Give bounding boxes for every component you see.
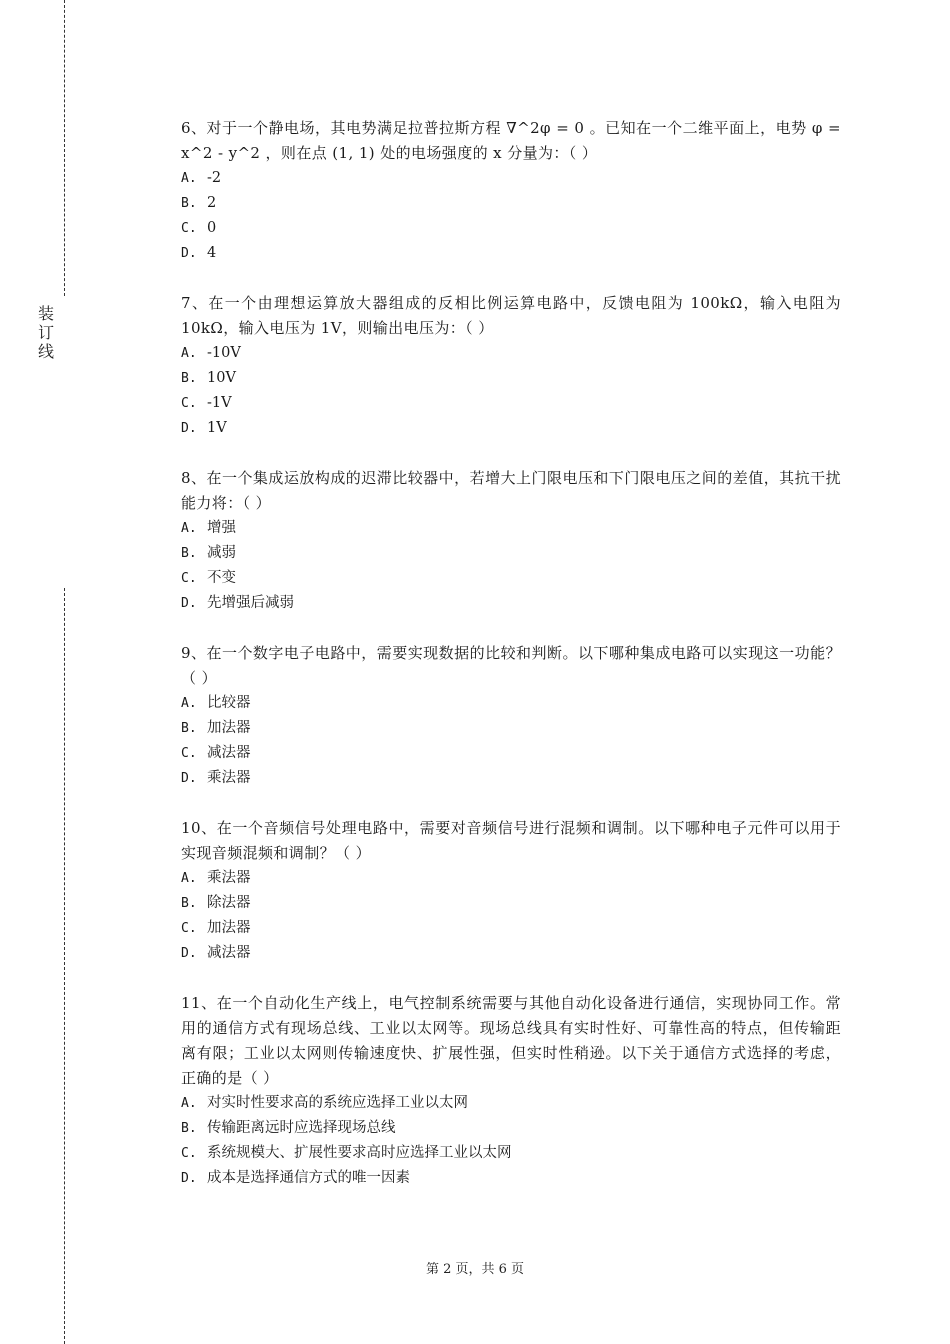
option-text: 传输距离远时应选择现场总线	[207, 1120, 396, 1136]
question-list	[181, 116, 841, 1191]
option-letter: B.	[181, 896, 197, 911]
option-c[interactable]	[181, 1141, 841, 1166]
question-stem: 8、在一个集成运放构成的迟滞比较器中，若增大上门限电压和下门限电压之间的差值，其抗干扰能力将：（ ）	[181, 469, 841, 512]
option-c[interactable]	[181, 391, 841, 416]
binding-label-char: 装	[37, 304, 54, 323]
option-c[interactable]	[181, 216, 841, 241]
binding-label	[36, 304, 56, 361]
question-10	[181, 816, 841, 966]
option-a[interactable]	[181, 691, 841, 716]
question-stem: 11、在一个自动化生产线上，电气控制系统需要与其他自动化设备进行通信，实现协同工作。常用的通信方式有现场总线、工业以太网等。现场总线具有实时性好、可靠性高的特点，但传输距离有限；工业以太网则传输速度快、扩展性强，但实时性稍逊。以下关于通信方式选择的考虑，正确的是（ ）	[181, 994, 841, 1087]
option-letter: D.	[181, 1171, 197, 1186]
question-11	[181, 991, 841, 1191]
option-text: 对实时性要求高的系统应选择工业以太网	[207, 1095, 468, 1111]
option-b[interactable]	[181, 541, 841, 566]
option-letter: B.	[181, 1121, 197, 1136]
option-d[interactable]	[181, 1166, 841, 1191]
option-letter: A.	[181, 696, 197, 711]
option-letter: A.	[181, 346, 197, 361]
option-letter: C.	[181, 571, 197, 586]
option-a[interactable]	[181, 166, 841, 191]
option-letter: C.	[181, 221, 197, 236]
option-text: -1V	[207, 395, 232, 411]
option-text: 减法器	[207, 945, 251, 961]
option-d[interactable]	[181, 241, 841, 266]
option-letter: D.	[181, 246, 197, 261]
option-a[interactable]	[181, 866, 841, 891]
binding-label-char: 线	[37, 342, 54, 361]
option-text: 乘法器	[207, 770, 251, 786]
option-letter: B.	[181, 546, 197, 561]
option-letter: D.	[181, 771, 197, 786]
option-letter: A.	[181, 1096, 197, 1111]
option-b[interactable]	[181, 366, 841, 391]
question-stem: 7、在一个由理想运算放大器组成的反相比例运算电路中，反馈电阻为 100kΩ，输入电阻为 10kΩ，输入电压为 1V，则输出电压为：（ ）	[181, 294, 841, 337]
option-c[interactable]	[181, 741, 841, 766]
question-stem: 9、在一个数字电子电路中，需要实现数据的比较和判断。以下哪种集成电路可以实现这一功能？（ ）	[181, 644, 841, 687]
option-letter: D.	[181, 946, 197, 961]
option-letter: C.	[181, 396, 197, 411]
option-text: -2	[207, 170, 222, 186]
option-text: 加法器	[207, 720, 251, 736]
option-b[interactable]	[181, 191, 841, 216]
option-text: 成本是选择通信方式的唯一因素	[207, 1170, 410, 1186]
option-letter: A.	[181, 871, 197, 886]
option-text: 加法器	[207, 920, 251, 936]
option-letter: B.	[181, 721, 197, 736]
option-d[interactable]	[181, 416, 841, 441]
option-a[interactable]	[181, 516, 841, 541]
binding-line-top	[64, 0, 65, 296]
option-letter: A.	[181, 171, 197, 186]
question-9	[181, 641, 841, 791]
option-text: 2	[207, 195, 217, 211]
option-text: 先增强后减弱	[207, 595, 294, 611]
option-letter: C.	[181, 746, 197, 761]
option-a[interactable]	[181, 1091, 841, 1116]
option-d[interactable]	[181, 941, 841, 966]
option-text: 系统规模大、扩展性要求高时应选择工业以太网	[207, 1145, 512, 1161]
option-text: -10V	[207, 345, 241, 361]
option-text: 比较器	[207, 695, 251, 711]
option-letter: C.	[181, 921, 197, 936]
option-b[interactable]	[181, 891, 841, 916]
option-letter: B.	[181, 371, 197, 386]
option-text: 4	[207, 245, 217, 261]
option-letter: D.	[181, 421, 197, 436]
option-letter: A.	[181, 521, 197, 536]
page-number: 第 2 页，共 6 页	[425, 1262, 525, 1277]
option-text: 除法器	[207, 895, 251, 911]
option-text: 不变	[207, 570, 236, 586]
binding-line-bottom	[64, 588, 65, 1344]
question-7	[181, 291, 841, 441]
option-d[interactable]	[181, 591, 841, 616]
binding-label-char: 订	[37, 323, 54, 342]
option-letter: B.	[181, 196, 197, 211]
option-text: 乘法器	[207, 870, 251, 886]
option-text: 0	[207, 220, 217, 236]
option-b[interactable]	[181, 1116, 841, 1141]
option-letter: D.	[181, 596, 197, 611]
option-text: 减弱	[207, 545, 236, 561]
question-stem: 6、对于一个静电场，其电势满足拉普拉斯方程 ∇^2φ = 0 。已知在一个二维平面上，电势 φ = x^2 - y^2 ，则在点 (1, 1) 处的电场强度的 x 分量为：（ ）	[181, 119, 841, 162]
option-c[interactable]	[181, 916, 841, 941]
question-8	[181, 466, 841, 616]
question-6	[181, 116, 841, 266]
option-b[interactable]	[181, 716, 841, 741]
option-text: 1V	[207, 420, 227, 436]
option-c[interactable]	[181, 566, 841, 591]
question-stem: 10、在一个音频信号处理电路中，需要对音频信号进行混频和调制。以下哪种电子元件可以用于实现音频混频和调制？（ ）	[181, 819, 841, 862]
option-a[interactable]	[181, 341, 841, 366]
option-text: 减法器	[207, 745, 251, 761]
option-text: 10V	[207, 370, 236, 386]
option-text: 增强	[207, 520, 236, 536]
option-d[interactable]	[181, 766, 841, 791]
option-letter: C.	[181, 1146, 197, 1161]
